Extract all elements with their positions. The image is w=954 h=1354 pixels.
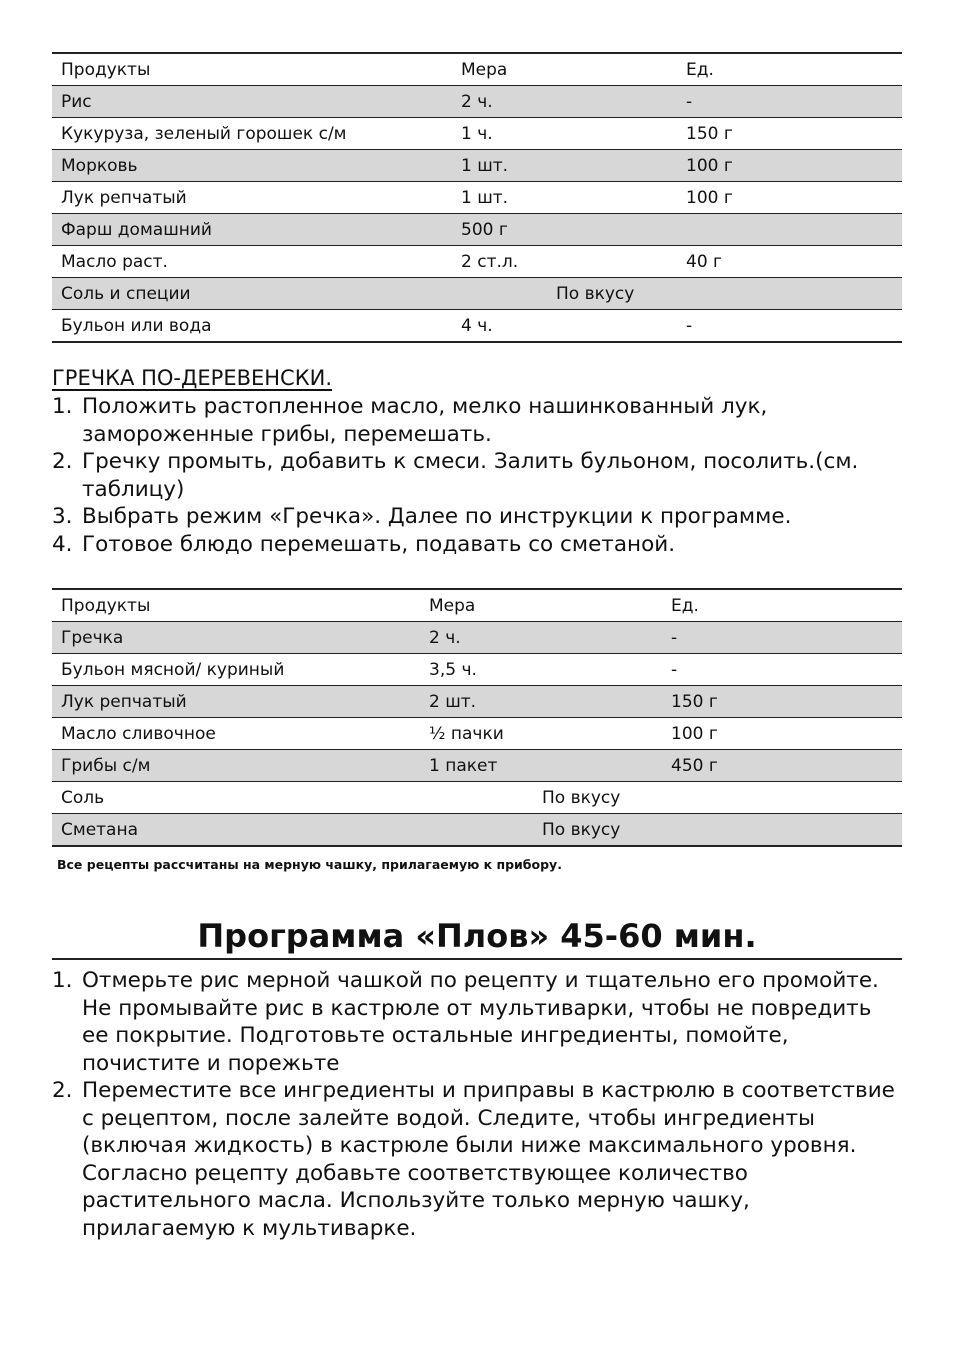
table-cell-merged <box>452 278 902 310</box>
table-cell: Морковь <box>52 150 452 182</box>
table-cell: Масло раст. <box>52 246 452 278</box>
step-text: Выбрать режим «Гречка». Далее по инструкции к программе. <box>82 504 792 529</box>
list-item <box>52 1077 902 1242</box>
table-cell: Бульон или вода <box>52 310 452 343</box>
list-item <box>52 393 902 448</box>
step-text: Положить растопленное масло, мелко нашинкованный лук, замороженные грибы, перемешать. <box>82 394 768 447</box>
table-cell: 150 г <box>677 118 902 150</box>
ingredients-table-1 <box>52 52 902 343</box>
table-cell: 100 г <box>677 150 902 182</box>
table-cell: 2 ч. <box>452 86 677 118</box>
section-title: ГРЕЧКА ПО-ДЕРЕВЕНСКИ. <box>52 366 333 390</box>
table-row <box>52 622 902 654</box>
program-instruction-list <box>52 967 902 1242</box>
table-cell: 2 ст.л. <box>452 246 677 278</box>
table-cell: - <box>662 654 902 686</box>
step-number: 4. <box>52 531 73 557</box>
table-cell: 1 пакет <box>420 750 662 782</box>
table-cell: - <box>662 622 902 654</box>
table-cell: Кукуруза, зеленый горошек с/м <box>52 118 452 150</box>
table-row <box>52 118 902 150</box>
instruction-list <box>52 393 902 558</box>
table-row <box>52 814 902 847</box>
table-cell: Лук репчатый <box>52 182 452 214</box>
list-item <box>52 448 902 503</box>
table-cell-merged <box>420 814 902 847</box>
table-cell: Сметана <box>52 814 420 847</box>
step-number: 3. <box>52 504 73 529</box>
step-text: Готовое блюдо перемешать, подавать со сметаной. <box>82 531 676 557</box>
header-cell: Ед. <box>662 589 902 622</box>
table-row <box>52 310 902 343</box>
step-number: 1. <box>52 394 73 419</box>
table-cell: 2 ч. <box>420 622 662 654</box>
table-row <box>52 654 902 686</box>
step-number: 1. <box>52 968 73 993</box>
table-cell: 100 г <box>677 182 902 214</box>
table-cell: Бульон мясной/ куриный <box>52 654 420 686</box>
table-header-row <box>52 53 902 86</box>
table-cell: 450 г <box>662 750 902 782</box>
to-taste-text: По вкусу <box>556 283 635 304</box>
header-cell: Ед. <box>677 53 902 86</box>
list-item <box>52 503 902 531</box>
table-row <box>52 86 902 118</box>
table-row <box>52 750 902 782</box>
table-cell: - <box>677 310 902 343</box>
table-cell: 2 шт. <box>420 686 662 718</box>
to-taste-text: По вкусу <box>542 819 621 840</box>
table-cell: 500 г <box>452 214 677 246</box>
table-row <box>52 686 902 718</box>
ingredients-table-2 <box>52 588 902 847</box>
step-text: Переместите все ингредиенты и приправы в кастрюлю в соответствие с рецептом, после залейте водой. Следите, чтобы ингредиенты (включая жидкость) в кастрюле были ниже максимального уровня. Согласно рецепту добавьте соответствующее количество растительного масла. Используйте только мерную чашку, прилагаемую к мультиварке. <box>82 1078 895 1241</box>
table-cell: 4 ч. <box>452 310 677 343</box>
table-cell: 40 г <box>677 246 902 278</box>
step-text: Отмерьте рис мерной чашкой по рецепту и тщательно его промойте. Не промывайте рис в кастрюле от мультиварки, чтобы не повредить ее покрытие. Подготовьте остальные ингредиенты, помойте, почистите и порежьте <box>82 968 879 1076</box>
program-title: Программа «Плов» 45-60 мин. <box>52 914 902 960</box>
header-cell: Мера <box>420 589 662 622</box>
header-cell: Мера <box>452 53 677 86</box>
table-cell: - <box>677 86 902 118</box>
table-cell: Рис <box>52 86 452 118</box>
table-row <box>52 782 902 814</box>
table-cell: 1 шт. <box>452 182 677 214</box>
step-text: Гречку промыть, добавить к смеси. Залить бульоном, посолить.(см. таблицу) <box>82 449 859 502</box>
table-row <box>52 718 902 750</box>
table-cell: 1 ч. <box>452 118 677 150</box>
table-cell: ½ пачки <box>420 718 662 750</box>
table-cell: Фарш домашний <box>52 214 452 246</box>
step-number: 2. <box>52 449 73 474</box>
table-cell: Лук репчатый <box>52 686 420 718</box>
table-cell: 100 г <box>662 718 902 750</box>
table-cell: Соль <box>52 782 420 814</box>
header-cell: Продукты <box>52 53 452 86</box>
table-row <box>52 150 902 182</box>
step-number: 2. <box>52 1078 73 1103</box>
to-taste-text: По вкусу <box>542 787 621 808</box>
table-row <box>52 214 902 246</box>
table-cell: 3,5 ч. <box>420 654 662 686</box>
table-cell: Грибы с/м <box>52 750 420 782</box>
footnote: Все рецепты рассчитаны на мерную чашку, прилагаемую к прибору. <box>57 857 562 872</box>
table-cell: Масло сливочное <box>52 718 420 750</box>
header-cell: Продукты <box>52 589 420 622</box>
table-cell: Гречка <box>52 622 420 654</box>
table-row <box>52 182 902 214</box>
table-cell: 1 шт. <box>452 150 677 182</box>
list-item <box>52 531 902 559</box>
table-cell-merged <box>420 782 902 814</box>
table-cell: Соль и специи <box>52 278 452 310</box>
table-cell: 150 г <box>662 686 902 718</box>
table-row <box>52 246 902 278</box>
list-item <box>52 967 902 1077</box>
table-row <box>52 278 902 310</box>
table-header-row <box>52 589 902 622</box>
table-cell <box>677 214 902 246</box>
